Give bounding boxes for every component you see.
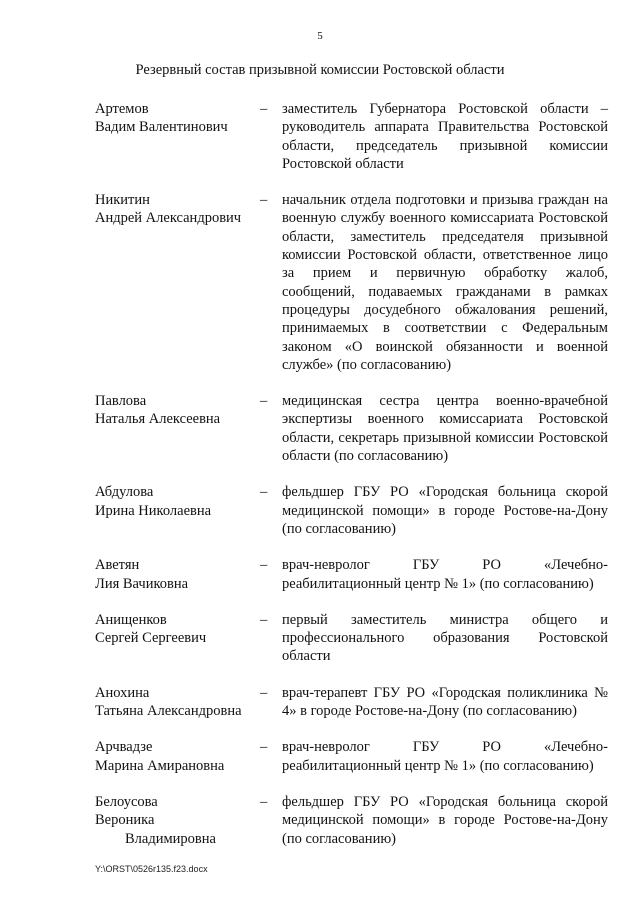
member-entry [95,611,615,666]
dash-separator: – [260,484,268,501]
member-role: начальник отдела подготовки и призыва граждан на военную службу военного комиссариата Ростовской области, заместитель председателя призывной комиссии Ростовской области, ответственное лицо за прием и первичную обработку жалоб, сообщений, подаваемых гражданами в рамках процедуры досудебного обжалования решений, принимаемых в соответствии с Федеральным законом «О воинской обязанности и военной службе» (по согласованию) [282,192,608,373]
dash-separator: – [260,101,268,117]
member-entry [95,738,615,775]
member-surname: Аветян [95,557,140,574]
member-surname: Белоусова [95,793,158,810]
member-entry [95,793,615,848]
dash-separator: – [260,684,268,701]
member-name [95,611,260,648]
member-name [95,793,260,848]
member-given-names: Вероника [95,812,155,829]
dash-separator: – [260,393,268,410]
dash-separator: – [260,192,268,209]
member-given-names: Марина Амирановна [95,757,225,774]
member-surname: Анохина [95,684,150,701]
member-given-names: Лия Вачиковна [95,575,189,592]
document-title: Резервный состав призывной комиссии Ростовской области [135,62,505,78]
member-role: врач-невролог ГБУ РО «Лечебно-реабилитационный центр № 1» (по согласованию) [282,557,608,592]
member-surname: Артемов [95,101,149,117]
dash-separator: – [260,611,268,628]
member-name [95,684,260,721]
member-surname: Анищенков [95,611,167,628]
member-surname: Абдулова [95,484,154,501]
member-role: заместитель Губернатора Ростовской области – руководитель аппарата Правительства Ростовской области, председатель призывной комиссии Ростовской области [282,101,608,172]
member-name [95,556,260,593]
member-name [95,483,260,520]
member-surname: Арчвадзе [95,739,153,756]
dash-separator: – [260,557,268,574]
member-given-names: Сергей Сергеевич [95,630,207,647]
member-surname: Павлова [95,393,147,410]
file-path-footer: Y:\ORST\0526r135.f23.docx [95,864,208,874]
member-role: врач-невролог ГБУ РО «Лечебно-реабилитационный центр № 1» (по согласованию) [282,739,608,774]
member-role: медицинская сестра центра военно-врачебной экспертизы военного комиссариата Ростовской области, секретарь призывной комиссии Ростовской области (по согласованию) [282,393,608,465]
member-role: фельдшер ГБУ РО «Городская больница скорой медицинской помощи» в городе Ростове-на-Дону (по согласованию) [282,484,608,537]
member-given-names: Татьяна Александровна [95,703,242,720]
member-entry [95,684,615,721]
member-role: фельдшер ГБУ РО «Городская больница скорой медицинской помощи» в городе Ростове-на-Дону (по согласованию) [282,793,608,847]
member-list [95,100,615,848]
member-name [95,738,260,775]
dash-separator: – [260,793,268,810]
member-entry [95,100,615,173]
page-number: 5 [317,30,323,42]
member-name [95,191,260,228]
member-name [95,100,260,137]
member-patronymic: Владимировна [125,830,216,847]
member-entry [95,556,615,593]
member-name [95,392,260,429]
member-role: врач-терапевт ГБУ РО «Городская поликлиника № 4» в городе Ростове-на-Дону (по согласованию) [282,684,608,720]
member-role: первый заместитель министра общего и профессионального образования Ростовской области [282,611,608,665]
member-given-names: Андрей Александрович [95,210,242,227]
member-given-names: Вадим Валентинович [95,119,228,136]
member-entry [95,483,615,538]
member-given-names: Ирина Николаевна [95,502,212,519]
member-entry [95,392,615,465]
member-given-names: Наталья Алексеевна [95,411,221,428]
member-surname: Никитин [95,192,150,209]
member-entry [95,191,615,374]
dash-separator: – [260,739,268,756]
